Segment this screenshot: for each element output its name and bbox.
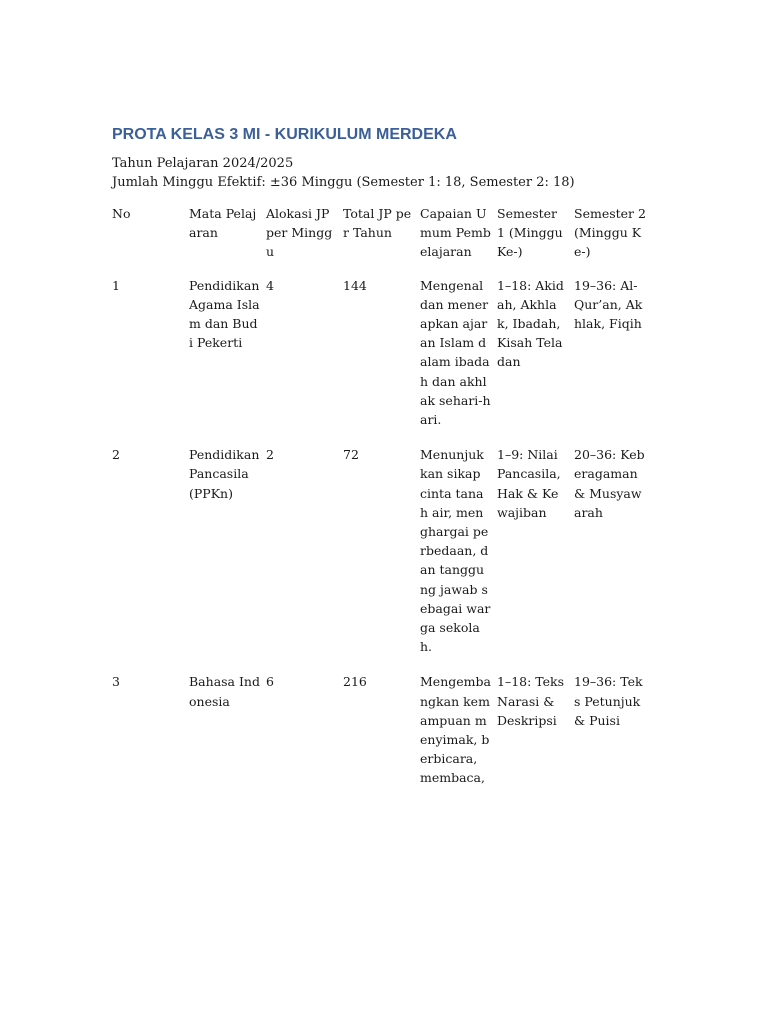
cell-jp-per-year: 72 [343, 447, 359, 463]
document-title: PROTA KELAS 3 MI - KURIKULUM MERDEKA [112, 126, 457, 143]
cell-jp-per-week: 2 [266, 447, 274, 463]
table-header-row [112, 204, 652, 276]
cell-learning-outcome: Menunjukkan sikap cinta tanah air, menghargai perbedaan, dan tanggung jawab sebagai warga sekolah. [420, 447, 491, 655]
cell-semester-2: 19–36: Al-Qur’an, Akhlak, Fiqih [574, 277, 643, 332]
cell-no: 3 [112, 674, 120, 690]
cell-learning-outcome: Mengenal dan menerapkan ajaran Islam dalam ibadah dan akhlak sehari-hari. [420, 277, 491, 428]
cell-semester-1: 1–9: Nilai Pancasila, Hak & Kewajiban [497, 447, 561, 520]
cell-subject: Pendidikan Pancasila (PPKn) [189, 447, 260, 501]
header-jp-per-year: Total JP per Tahun [343, 206, 412, 241]
cell-semester-1: 1–18: Teks Narasi & Deskripsi [497, 674, 565, 728]
cell-no: 1 [112, 277, 120, 293]
cell-learning-outcome: Mengembangkan kemampuan menyimak, berbicara, membaca, [420, 674, 491, 786]
cell-subject: Bahasa Indonesia [189, 674, 260, 709]
table-row [112, 672, 652, 803]
header-learning-outcome: Capaian Umum Pembelajaran [420, 206, 491, 260]
cell-semester-1: 1–18: Akidah, Akhlak, Ibadah, Kisah Teladan [497, 277, 564, 370]
cell-semester-2: 20–36: Keberagaman & Musyawarah [574, 447, 645, 520]
header-subject: Mata Pelajaran [189, 206, 257, 241]
cell-no: 2 [112, 447, 120, 463]
cell-jp-per-year: 144 [343, 277, 367, 293]
effective-weeks: Jumlah Minggu Efektif: ±36 Minggu (Semester 1: 18, Semester 2: 18) [112, 175, 575, 190]
header-no: No [112, 206, 131, 221]
cell-jp-per-year: 216 [343, 674, 367, 690]
header-semester-2: Semester 2 (Minggu Ke-) [574, 206, 646, 260]
header-jp-per-week: Alokasi JP per Minggu [266, 206, 333, 260]
document-page [112, 124, 652, 804]
cell-subject: Pendidikan Agama Islam dan Budi Pekerti [189, 277, 260, 351]
cell-jp-per-week: 6 [266, 674, 274, 690]
table-row [112, 276, 652, 446]
header-semester-1: Semester 1 (Minggu Ke-) [497, 206, 563, 260]
cell-semester-2: 19–36: Teks Petunjuk & Puisi [574, 674, 643, 728]
table-row [112, 445, 652, 672]
academic-year: Tahun Pelajaran 2024/2025 [112, 156, 294, 171]
cell-jp-per-week: 4 [266, 277, 274, 293]
prota-table [112, 204, 652, 804]
